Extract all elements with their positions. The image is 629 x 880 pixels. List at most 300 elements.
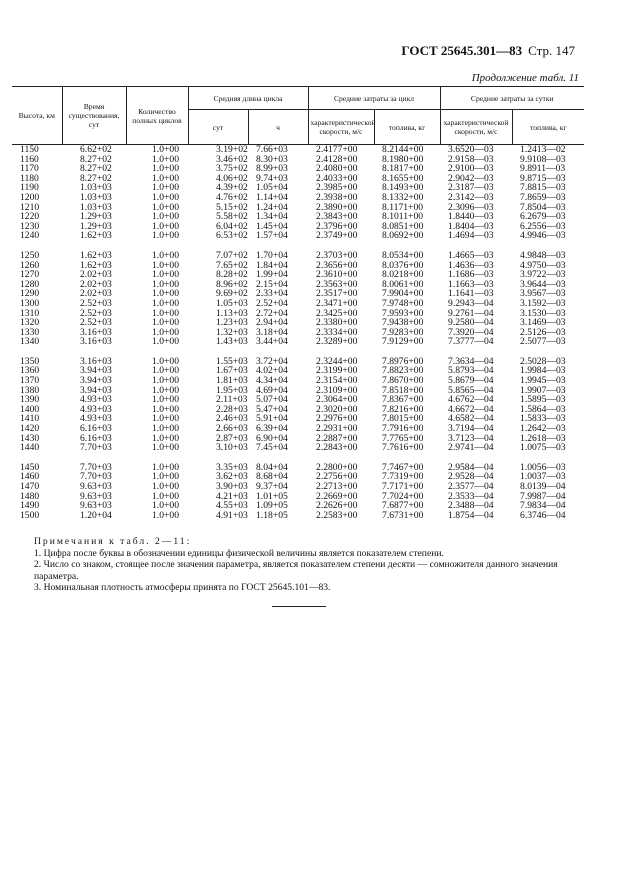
table-cell: 7.8815—03 xyxy=(520,182,566,194)
table-cell: 2.5126—03 xyxy=(520,326,566,338)
table-cell: 1.0+00 xyxy=(152,394,179,406)
table-cell: 1.34+04 xyxy=(256,211,288,223)
table-cell: 1.09+05 xyxy=(256,500,288,512)
table-cell: 7.8976+00 xyxy=(382,355,424,367)
table-cell: 1420 xyxy=(20,423,40,435)
table-cell: 8.68+04 xyxy=(256,471,288,483)
table-cell: 1.23+03 xyxy=(216,317,248,329)
table-cell: 2.3187—03 xyxy=(448,182,494,194)
table-cell: 2.3380+00 xyxy=(316,317,358,329)
table-cell: 1.0+00 xyxy=(152,423,179,435)
table-cell: 1330 xyxy=(20,326,40,338)
table-cell: 1170 xyxy=(20,163,39,175)
table-cell: 6.2679—03 xyxy=(520,211,566,223)
table-cell: 1.62+03 xyxy=(80,259,112,271)
data-table xyxy=(12,86,584,520)
table-cell: 7.9129+00 xyxy=(382,336,424,348)
table-cell: 6.2556—03 xyxy=(520,220,566,232)
table-cell: 9.63+03 xyxy=(80,490,112,502)
table-cell: 5.58+02 xyxy=(216,211,248,223)
table-cell: 4.6762—04 xyxy=(448,394,494,406)
table-cell: 7.8216+00 xyxy=(382,403,424,415)
table-cell: 9.63+03 xyxy=(80,500,112,512)
table-cell: 7.8015+00 xyxy=(382,413,424,425)
table-cell: 7.7616+00 xyxy=(382,442,424,454)
header-cycle-length: Средняя длина цикла xyxy=(188,87,308,110)
table-cell: 2.3154+00 xyxy=(316,375,358,387)
table-cell: 8.27+02 xyxy=(80,163,112,175)
table-cell: 1.0+00 xyxy=(152,220,179,232)
table-cell: 1.0+00 xyxy=(152,191,179,203)
table-cell: 1220 xyxy=(20,211,40,223)
table-cell: 2.2669+00 xyxy=(316,490,358,502)
table-cell: 1.0+00 xyxy=(152,163,179,175)
table-cell: 9.69+02 xyxy=(216,288,248,300)
table-cell: 1.0+00 xyxy=(152,375,179,387)
table-cell: 5.91+04 xyxy=(256,413,288,425)
page-number: Стр. 147 xyxy=(528,43,575,58)
table-row xyxy=(12,443,584,453)
table-cell: 1.29+03 xyxy=(80,211,112,223)
table-cell: 8.0851+00 xyxy=(382,220,424,232)
table-cell: 3.16+03 xyxy=(80,326,112,338)
header-cost-per-day: Средние затраты за сутки xyxy=(440,87,584,110)
table-cell: 7.8670+00 xyxy=(382,375,424,387)
table-cell: 1.0+00 xyxy=(152,230,179,242)
table-cell: 1.43+03 xyxy=(216,336,248,348)
table-cell: 1.62+03 xyxy=(80,230,112,242)
table-cell: 2.9741—04 xyxy=(448,442,494,454)
table-cell: 4.91+03 xyxy=(216,509,248,521)
table-cell: 1.67+03 xyxy=(216,365,248,377)
table-cell: 2.3289+00 xyxy=(316,336,358,348)
table-cell: 2.3703+00 xyxy=(316,249,358,261)
table-cell: 8.0218+00 xyxy=(382,269,424,281)
table-cell: 5.07+04 xyxy=(256,394,288,406)
table-cell: 8.96+02 xyxy=(216,278,248,290)
table-cell: 1.0+00 xyxy=(152,182,179,194)
table-cell: 1.29+03 xyxy=(80,220,112,232)
table-cell: 5.15+02 xyxy=(216,201,248,213)
table-cell: 2.2887+00 xyxy=(316,432,358,444)
table-cell: 1.0+00 xyxy=(152,442,179,454)
table-cell: 2.11+03 xyxy=(216,394,248,406)
table-cell: 3.16+03 xyxy=(80,355,112,367)
table-cell: 1.0+00 xyxy=(152,307,179,319)
table-cell: 1.01+05 xyxy=(256,490,288,502)
table-cell: 1.05+04 xyxy=(256,182,288,194)
table-row xyxy=(12,231,584,241)
table-cell: 8.04+04 xyxy=(256,461,288,473)
table-cell: 2.3985+00 xyxy=(316,182,358,194)
table-cell: 1160 xyxy=(20,153,39,165)
table-cell: 2.52+03 xyxy=(80,307,112,319)
page-header xyxy=(401,43,575,59)
note-2: 2. Число со знаком, стоящее после значения параметра, является показателем степени десяти — сомножителя данного значения параметра. xyxy=(34,559,558,582)
table-cell: 2.3938+00 xyxy=(316,191,358,203)
table-cell: 6.16+03 xyxy=(80,423,112,435)
table-cell: 2.02+03 xyxy=(80,288,112,300)
table-cell: 2.2626+00 xyxy=(316,500,358,512)
table-cell: 2.28+03 xyxy=(216,403,248,415)
table-cell: 8.1493+00 xyxy=(382,182,424,194)
table-cell: 7.9987—04 xyxy=(520,490,566,502)
table-cell: 1.03+03 xyxy=(80,201,112,213)
table-cell: 7.45+04 xyxy=(256,442,288,454)
table-cell: 1.1641—03 xyxy=(448,288,494,300)
table-cell: 2.3563+00 xyxy=(316,278,358,290)
table-cell: 8.99+03 xyxy=(256,163,288,175)
table-cell: 3.1530—03 xyxy=(520,307,566,319)
table-cell: 1.0+00 xyxy=(152,365,179,377)
table-cell: 1.03+03 xyxy=(80,191,112,203)
table-cell: 8.27+02 xyxy=(80,172,112,184)
table-cell: 1.13+03 xyxy=(216,307,248,319)
table-cell: 1430 xyxy=(20,432,40,444)
table-cell: 6.39+04 xyxy=(256,423,288,435)
table-cell: 1.45+04 xyxy=(256,220,288,232)
table-cell: 2.2931+00 xyxy=(316,423,358,435)
table-cell: 7.9904+00 xyxy=(382,288,424,300)
table-cell: 7.6731+00 xyxy=(382,509,424,521)
table-cell: 4.21+03 xyxy=(216,490,248,502)
table-cell: 2.9158—03 xyxy=(448,153,494,165)
table-cell: 6.62+02 xyxy=(80,144,112,155)
subheader-fuel-cycle: топлива, кг xyxy=(374,110,440,145)
table-cell: 3.1469—03 xyxy=(520,317,566,329)
table-cell: 1210 xyxy=(20,201,40,213)
table-cell: 4.76+02 xyxy=(216,191,248,203)
table-cell: 8.1655+00 xyxy=(382,172,424,184)
table-cell: 3.10+03 xyxy=(216,442,248,454)
table-cell: 1.0+00 xyxy=(152,355,179,367)
table-cell: 1290 xyxy=(20,288,40,300)
table-cell: 1190 xyxy=(20,182,39,194)
header-height: Высота, км xyxy=(12,87,62,145)
table-cell: 2.3796+00 xyxy=(316,220,358,232)
notes-title: Примечания к табл. 2—11: xyxy=(34,536,192,547)
table-cell: 3.94+03 xyxy=(80,375,112,387)
table-cell: 1.0+00 xyxy=(152,259,179,271)
table-cell: 2.52+04 xyxy=(256,297,288,309)
table-cell: 4.02+04 xyxy=(256,365,288,377)
table-cell: 7.8823+00 xyxy=(382,365,424,377)
table-cell: 6.3746—04 xyxy=(520,509,566,521)
table-cell: 1.4694—03 xyxy=(448,230,494,242)
table-cell: 2.02+03 xyxy=(80,278,112,290)
table-cell: 9.2761—04 xyxy=(448,307,494,319)
table-cell: 7.7024+00 xyxy=(382,490,424,502)
table-cell: 7.8504—03 xyxy=(520,201,566,213)
table-cell: 2.5028—03 xyxy=(520,355,566,367)
table-cell: 1500 xyxy=(20,509,40,521)
table-cell: 1.03+03 xyxy=(80,182,112,194)
table-cell: 2.3610+00 xyxy=(316,269,358,281)
table-cell: 1.84+04 xyxy=(256,259,288,271)
table-cell: 1.95+03 xyxy=(216,384,248,396)
table-cell: 1180 xyxy=(20,172,39,184)
table-cell: 3.7123—04 xyxy=(448,432,494,444)
table-cell: 2.33+04 xyxy=(256,288,288,300)
table-cell: 5.47+04 xyxy=(256,403,288,415)
table-cell: 3.9567—03 xyxy=(520,288,566,300)
table-cell: 4.6672—04 xyxy=(448,403,494,415)
table-cell: 9.2580—04 xyxy=(448,317,494,329)
table-cell: 2.3199+00 xyxy=(316,365,358,377)
table-row xyxy=(12,337,584,347)
table-cell: 1.1663—03 xyxy=(448,278,494,290)
table-cell: 4.06+02 xyxy=(216,172,248,184)
table-cell: 3.16+03 xyxy=(80,336,112,348)
table-cell: 8.0534+00 xyxy=(382,249,424,261)
table-cell: 1410 xyxy=(20,413,40,425)
table-cell: 2.2756+00 xyxy=(316,471,358,483)
table-cell: 2.66+03 xyxy=(216,423,248,435)
table-cell: 1.1686—03 xyxy=(448,269,494,281)
table-cell: 7.70+03 xyxy=(80,461,112,473)
table-cell: 1.0+00 xyxy=(152,403,179,415)
table-cell: 9.8911—03 xyxy=(520,163,566,175)
table-cell: 1460 xyxy=(20,471,40,483)
table-cell: 1.0+00 xyxy=(152,297,179,309)
table-cell: 1.4636—03 xyxy=(448,259,494,271)
table-cell: 7.66+03 xyxy=(256,144,288,155)
table-cell: 7.9593+00 xyxy=(382,307,424,319)
table-cell: 1.0+00 xyxy=(152,153,179,165)
table-cell: 7.3777—04 xyxy=(448,336,494,348)
table-cell: 8.0692+00 xyxy=(382,230,424,242)
table-cell: 9.8715—03 xyxy=(520,172,566,184)
table-cell: 1.0+00 xyxy=(152,201,179,213)
table-cell: 1.9907—03 xyxy=(520,384,566,396)
table-cell: 1.0+00 xyxy=(152,278,179,290)
table-cell: 2.2800+00 xyxy=(316,461,358,473)
subheader-fuel-day: топливa, кг xyxy=(512,110,584,145)
table-cell: 2.3749+00 xyxy=(316,230,358,242)
table-cell: 4.93+03 xyxy=(80,413,112,425)
table-cell: 2.3334+00 xyxy=(316,326,358,338)
table-cell: 2.52+03 xyxy=(80,317,112,329)
table-cell: 1.0+00 xyxy=(152,471,179,483)
table-cell: 1.8754—04 xyxy=(448,509,494,521)
table-cell: 7.65+02 xyxy=(216,259,248,271)
table-cell: 1.0+00 xyxy=(152,269,179,281)
table-cell: 2.3064+00 xyxy=(316,394,358,406)
table-cell: 1.9984—03 xyxy=(520,365,566,377)
table-cell: 8.0139—04 xyxy=(520,481,566,492)
table-cell: 5.8679—04 xyxy=(448,375,494,387)
table-cell: 2.2583+00 xyxy=(316,509,358,521)
table-cell: 3.19+02 xyxy=(216,144,248,155)
table-cell: 3.44+04 xyxy=(256,336,288,348)
table-cell: 1.14+04 xyxy=(256,191,288,203)
table-cell: 1.0+00 xyxy=(152,490,179,502)
table-cell: 1240 xyxy=(20,230,40,242)
table-cell: 7.6877+00 xyxy=(382,500,424,512)
table-cell: 1.0+00 xyxy=(152,413,179,425)
table-cell: 9.37+04 xyxy=(256,481,288,492)
table-cell: 2.4080+00 xyxy=(316,163,358,175)
table-cell: 7.7319+00 xyxy=(382,471,424,483)
table-cell: 8.27+02 xyxy=(80,153,112,165)
table-cell: 2.87+03 xyxy=(216,432,248,444)
table-cell: 1400 xyxy=(20,403,40,415)
table-cell: 7.8659—03 xyxy=(520,191,566,203)
table-cell: 1.5833—03 xyxy=(520,413,566,425)
table-cell: 1300 xyxy=(20,297,40,309)
table-cell: 2.3142—03 xyxy=(448,191,494,203)
table-cell: 2.3577—04 xyxy=(448,481,494,492)
table-cell: 2.94+04 xyxy=(256,317,288,329)
table-cell: 4.93+03 xyxy=(80,394,112,406)
table-cell: 1.5864—03 xyxy=(520,403,566,415)
table-cell: 7.3634—04 xyxy=(448,355,494,367)
table-cell: 8.1980+00 xyxy=(382,153,424,165)
table-cell: 2.9100—03 xyxy=(448,163,494,175)
table-cell: 1.18+05 xyxy=(256,509,288,521)
header-cost-per-cycle: Средние затраты за цикл xyxy=(308,87,440,110)
table-cell: 1250 xyxy=(20,249,40,261)
table-cell: 1.0+00 xyxy=(152,432,179,444)
table-cell: 3.62+03 xyxy=(216,471,248,483)
table-cell: 2.02+03 xyxy=(80,269,112,281)
table-cell: 1.70+04 xyxy=(256,249,288,261)
table-cell: 8.28+02 xyxy=(216,269,248,281)
notes xyxy=(34,536,594,594)
note-1: 1. Цифра после буквы в обозначении единицы физической величины является показателем степени. xyxy=(34,547,444,559)
table-cell: 2.3488—04 xyxy=(448,500,494,512)
table-cell: 2.3517+00 xyxy=(316,288,358,300)
table-cell: 2.9584—04 xyxy=(448,461,494,473)
table-cell: 6.53+02 xyxy=(216,230,248,242)
table-cell: 2.72+04 xyxy=(256,307,288,319)
table-cell: 2.3244+00 xyxy=(316,355,358,367)
table-cell: 2.52+03 xyxy=(80,297,112,309)
table-cell: 3.35+03 xyxy=(216,461,248,473)
table-cell: 9.9108—03 xyxy=(520,153,566,165)
table-cell: 4.9750—03 xyxy=(520,259,566,271)
table-cell: 4.69+04 xyxy=(256,384,288,396)
table-cell: 1470 xyxy=(20,481,40,492)
table-cell: 2.3471+00 xyxy=(316,297,358,309)
table-cell: 1450 xyxy=(20,461,40,473)
table-cell: 1.2413—02 xyxy=(520,144,566,155)
table-cell: 1.0+00 xyxy=(152,317,179,329)
table-cell: 4.9848—03 xyxy=(520,249,566,261)
table-cell: 4.9946—03 xyxy=(520,230,566,242)
table-cell: 5.8565—04 xyxy=(448,384,494,396)
table-continuation-label: Продолжение табл. 11 xyxy=(471,72,579,84)
table-cell: 1150 xyxy=(20,144,39,155)
table-cell: 2.3890+00 xyxy=(316,201,358,213)
table-cell: 3.72+04 xyxy=(256,355,288,367)
table-cell: 1270 xyxy=(20,269,40,281)
table-cell: 8.0376+00 xyxy=(382,259,424,271)
table-cell: 3.6520—03 xyxy=(448,144,494,155)
table-cell: 1.4665—03 xyxy=(448,249,494,261)
table-cell: 1.62+03 xyxy=(80,249,112,261)
table-cell: 1.0+00 xyxy=(152,500,179,512)
table-cell: 1350 xyxy=(20,355,40,367)
table-cell: 5.8793—04 xyxy=(448,365,494,377)
table-cell: 8.2144+00 xyxy=(382,144,424,155)
table-cell: 2.15+04 xyxy=(256,278,288,290)
end-rule xyxy=(272,606,326,607)
table-cell: 2.46+03 xyxy=(216,413,248,425)
table-cell: 1.0+00 xyxy=(152,326,179,338)
table-cell: 1.0+00 xyxy=(152,288,179,300)
table-cell: 1200 xyxy=(20,191,40,203)
table-cell: 9.2943—04 xyxy=(448,297,494,309)
table-cell: 7.8367+00 xyxy=(382,394,424,406)
table-cell: 3.18+04 xyxy=(256,326,288,338)
table-body xyxy=(12,145,584,521)
table-cell: 7.7765+00 xyxy=(382,432,424,444)
table-cell: 1230 xyxy=(20,220,40,232)
table-cell: 1280 xyxy=(20,278,40,290)
table-cell: 1.32+03 xyxy=(216,326,248,338)
table-cell: 7.3920—04 xyxy=(448,326,494,338)
table-cell: 4.6582—04 xyxy=(448,413,494,425)
table-cell: 1.57+04 xyxy=(256,230,288,242)
table-cell: 2.3109+00 xyxy=(316,384,358,396)
table-cell: 3.9722—03 xyxy=(520,269,566,281)
table-cell: 2.3533—04 xyxy=(448,490,494,502)
table-cell: 2.4177+00 xyxy=(316,144,358,155)
table-cell: 3.46+02 xyxy=(216,153,248,165)
doc-number: ГОСТ 25645.301—83 xyxy=(401,43,523,58)
table-cell: 7.7916+00 xyxy=(382,423,424,435)
table-cell: 1390 xyxy=(20,394,40,406)
subheader-char-speed-day: характеристической скорости, м/с xyxy=(440,110,512,145)
table-cell: 1360 xyxy=(20,365,40,377)
table-cell: 7.70+03 xyxy=(80,442,112,454)
table-cell: 1.5895—03 xyxy=(520,394,566,406)
table-cell: 7.9283+00 xyxy=(382,326,424,338)
table-cell: 1.05+03 xyxy=(216,297,248,309)
table-cell: 1.2642—03 xyxy=(520,423,566,435)
table-cell: 1260 xyxy=(20,259,40,271)
table-cell: 6.04+02 xyxy=(216,220,248,232)
table-cell: 9.74+03 xyxy=(256,172,288,184)
table-cell: 8.1011+00 xyxy=(382,211,424,223)
note-3: 3. Номинальная плотность атмосферы принята по ГОСТ 25645.101—83. xyxy=(34,582,331,593)
table-cell: 8.1171+00 xyxy=(382,201,424,213)
subheader-days: сут xyxy=(188,110,248,145)
table-cell: 8.30+03 xyxy=(256,153,288,165)
table-cell: 1.0+00 xyxy=(152,509,179,521)
table-cell: 2.5077—03 xyxy=(520,336,566,348)
table-cell: 3.7194—04 xyxy=(448,423,494,435)
table-cell: 7.9748+00 xyxy=(382,297,424,309)
table-cell: 2.4128+00 xyxy=(316,153,358,165)
table-cell: 1.20+04 xyxy=(80,509,112,521)
table-cell: 3.9644—03 xyxy=(520,278,566,290)
table-cell: 1.81+03 xyxy=(216,375,248,387)
table-cell: 1.0+00 xyxy=(152,336,179,348)
table-cell: 2.3425+00 xyxy=(316,307,358,319)
table-cell: 4.55+03 xyxy=(216,500,248,512)
table-cell: 8.1332+00 xyxy=(382,191,424,203)
table-cell: 1.0+00 xyxy=(152,144,179,155)
table-cell: 4.39+02 xyxy=(216,182,248,194)
table-cell: 1380 xyxy=(20,384,40,396)
table-cell: 1320 xyxy=(20,317,40,329)
table-cell: 2.3020+00 xyxy=(316,403,358,415)
table-cell: 2.9528—04 xyxy=(448,471,494,483)
subheader-hours: ч xyxy=(248,110,308,145)
table-cell: 7.7171+00 xyxy=(382,481,424,492)
